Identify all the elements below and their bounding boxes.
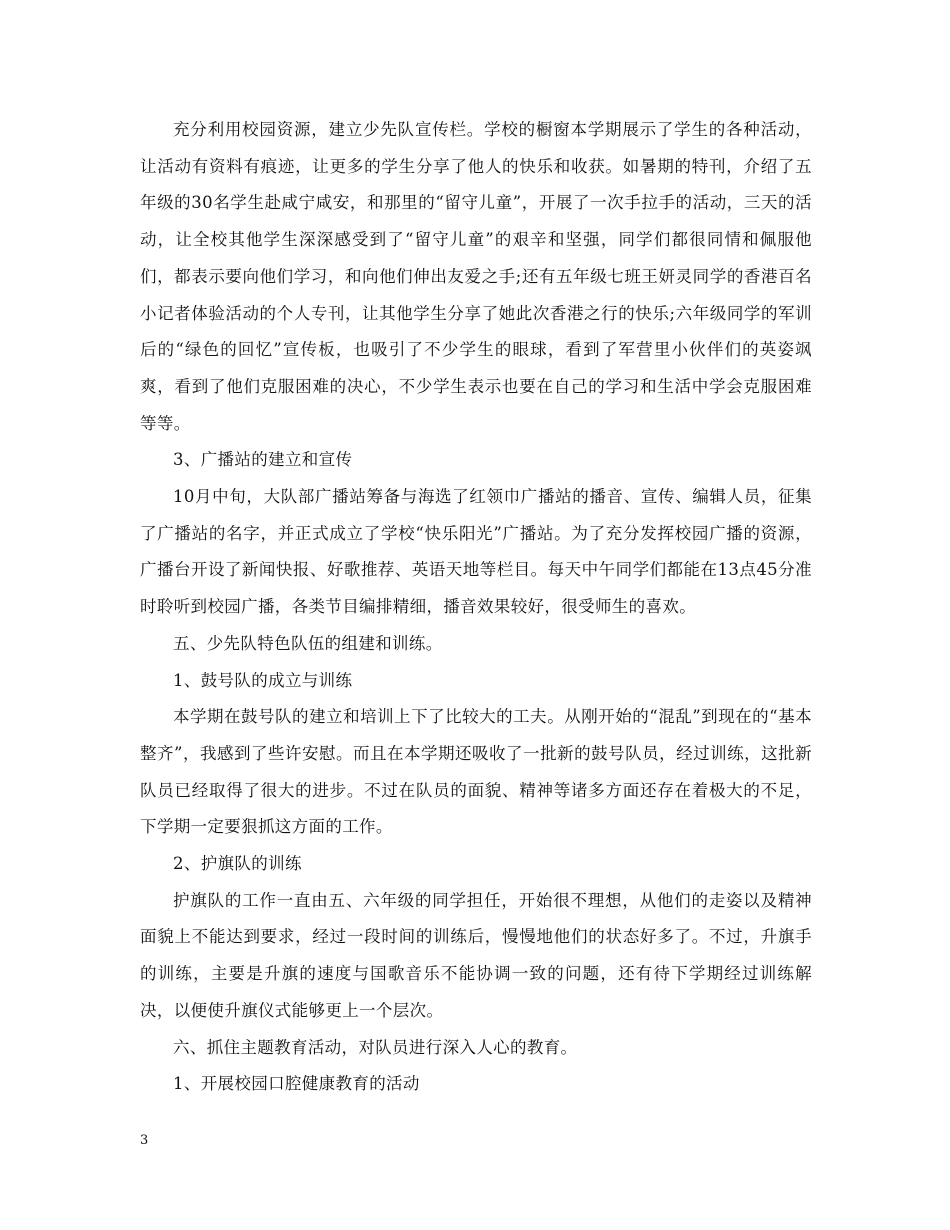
paragraph-publicity-board: 充分利用校园资源，建立少先队宣传栏。学校的橱窗本学期展示了学生的各种活动，让活动有资料有痕迹，让更多的学生分享了他人的快乐和收获。如暑期的特刊，介绍了五年级的30名学生赴咸宁咸安，和那里的“留守儿童”，开展了一次手拉手的活动，三天的活动，让全校其他学生深深感受到了“留守儿童”的艰辛和坚强，同学们都很同情和佩服他们，都表示要向他们学习，和向他们伸出友爱之手;还有五年级七班王妍灵同学的香港百名小记者体验活动的个人专刊，让其他学生分享了她此次香港之行的快乐;六年级同学的军训后的“绿色的回忆”宣传板，也吸引了不少学生的眼球，看到了军营里小伙伴们的英姿飒爽，看到了他们克服困难的决心，不少学生表示也要在自己的学习和生活中学会克服困难等等。 — [140, 120, 812, 433]
heading-oral-health: 1、开展校园口腔健康教育的活动 — [173, 1074, 420, 1094]
heading-drum-team: 1、鼓号队的成立与训练 — [173, 670, 353, 690]
paragraph-broadcast-station: 10月中旬，大队部广播站筹备与海选了红领巾广播站的播音、宣传、编辑人员，征集了广播站的名字，并正式成立了学校“快乐阳光”广播站。为了充分发挥校园广播的资源，广播台开设了新闻快报、好歌推荐、英语天地等栏目。每天中午同学们都能在13点45分准时聆听到校园广播，各类节目编排精细，播音效果较好，很受师生的喜欢。 — [140, 487, 812, 617]
heading-theme-education: 六、抓住主题教育活动，对队员进行深入人心的教育。 — [173, 1037, 578, 1057]
heading-flag-guard: 2、护旗队的训练 — [173, 854, 302, 874]
heading-special-teams: 五、少先队特色队伍的组建和训练。 — [173, 633, 443, 653]
paragraph-drum-team: 本学期在鼓号队的建立和培训上下了比较大的工夫。从刚开始的“混乱”到现在的“基本整齐”，我感到了些许安慰。而且在本学期还吸收了一批新的鼓号队员，经过训练，这批新队员已经取得了很大的进步。不过在队员的面貌、精神等诸多方面还存在着极大的不足，下学期一定要狠抓这方面的工作。 — [140, 707, 812, 837]
document-body — [140, 112, 812, 1103]
heading-broadcast-station: 3、广播站的建立和宣传 — [173, 450, 353, 470]
page-number: 3 — [140, 1133, 149, 1148]
paragraph-flag-guard: 护旗队的工作一直由五、六年级的同学担任，开始很不理想，从他们的走姿以及精神面貌上不能达到要求，经过一段时间的训练后，慢慢地他们的状态好多了。不过，升旗手的训练，主要是升旗的速度与国歌音乐不能协调一致的问题，还有待下学期经过训练解决，以便使升旗仪式能够更上一个层次。 — [140, 890, 812, 1020]
